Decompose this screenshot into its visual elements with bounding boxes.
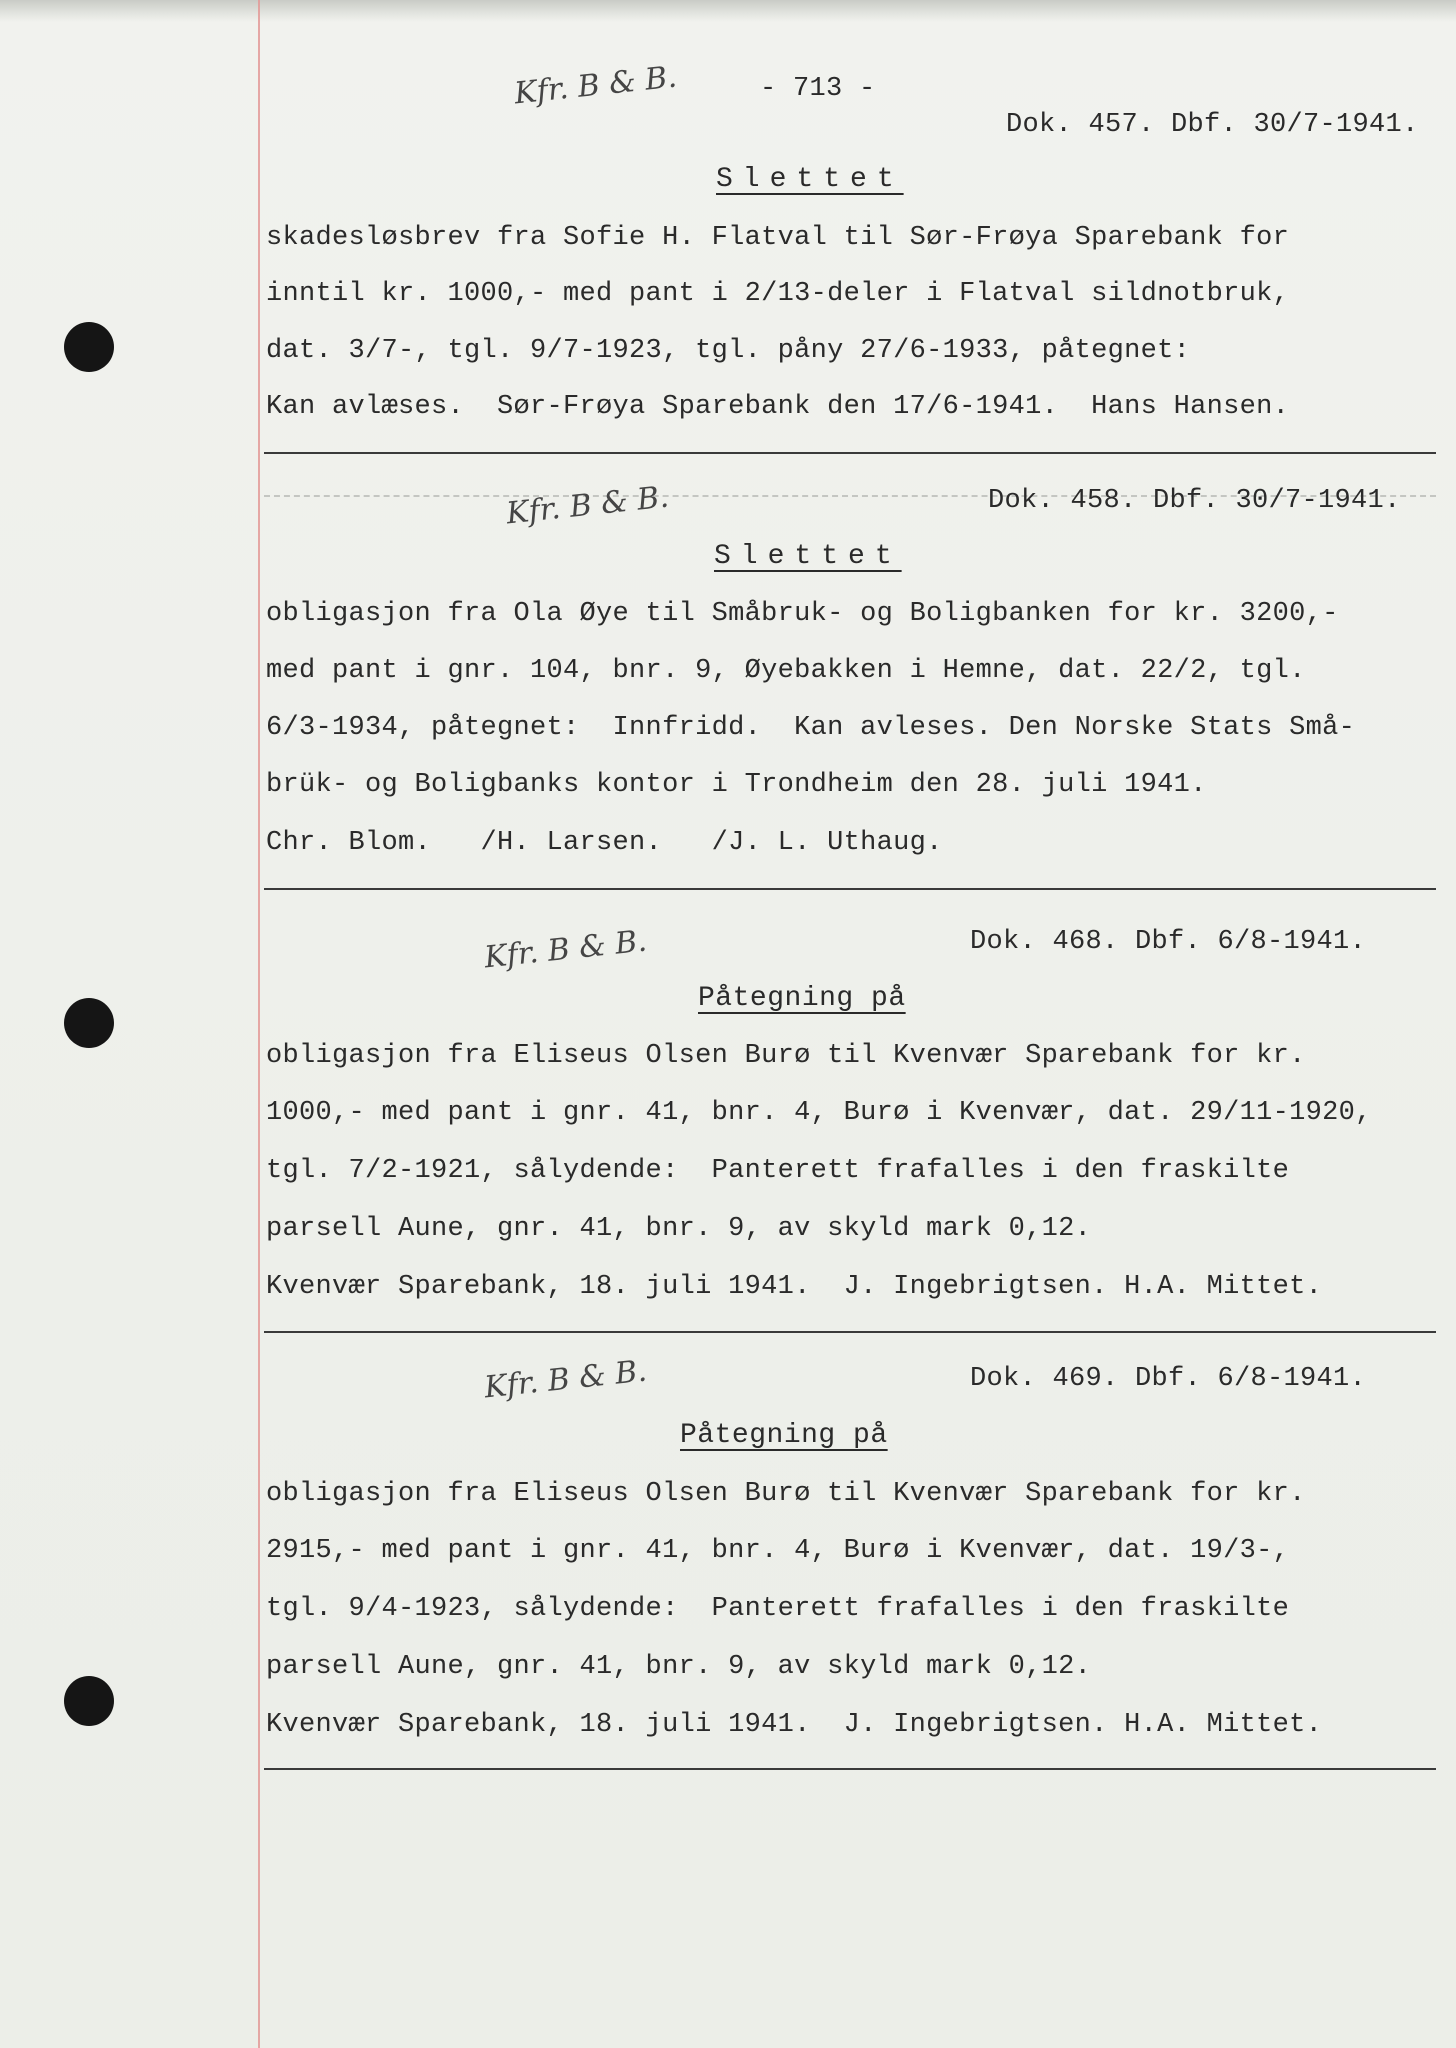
handwritten-annotation: Kfr. B & B. xyxy=(512,59,679,112)
punch-hole xyxy=(64,1676,114,1726)
entry-line: parsell Aune, gnr. 41, bnr. 9, av skyld mark 0,12. xyxy=(266,1652,1092,1682)
margin-line xyxy=(258,0,260,2048)
doc-reference: Dok. 468. Dbf. 6/8-1941. xyxy=(970,927,1367,957)
doc-reference: Dok. 469. Dbf. 6/8-1941. xyxy=(970,1364,1367,1394)
entry-line: brük- og Boligbanks kontor i Trondheim den 28. juli 1941. xyxy=(266,770,1207,800)
entry-title: Påtegning på xyxy=(698,983,906,1014)
section-divider xyxy=(264,452,1436,454)
handwritten-annotation: Kfr. B & B. xyxy=(504,479,671,532)
punch-hole xyxy=(64,322,114,372)
entry-line: inntil kr. 1000,- med pant i 2/13-deler i Flatval sildnotbruk, xyxy=(266,279,1290,309)
entry-line: parsell Aune, gnr. 41, bnr. 9, av skyld mark 0,12. xyxy=(266,1214,1092,1244)
entry-line: dat. 3/7-, tgl. 9/7-1923, tgl. påny 27/6-1933, påtegnet: xyxy=(266,336,1191,366)
entry-line: med pant i gnr. 104, bnr. 9, Øyebakken i Hemne, dat. 22/2, tgl. xyxy=(266,656,1306,686)
entry-line: obligasjon fra Eliseus Olsen Burø til Kvenvær Sparebank for kr. xyxy=(266,1479,1306,1509)
handwritten-annotation: Kfr. B & B. xyxy=(482,1353,649,1406)
entry-title: Påtegning på xyxy=(680,1420,888,1451)
entry-line: 1000,- med pant i gnr. 41, bnr. 4, Burø i Kvenvær, dat. 29/11-1920, xyxy=(266,1098,1372,1128)
entry-line: Kvenvær Sparebank, 18. juli 1941. J. Ingebrigtsen. H.A. Mittet. xyxy=(266,1710,1323,1740)
entry-line: obligasjon fra Ola Øye til Småbruk- og Boligbanken for kr. 3200,- xyxy=(266,599,1339,629)
section-divider xyxy=(264,1768,1436,1770)
page-number: - 713 - xyxy=(760,74,876,104)
entry-title: Slettet xyxy=(714,541,902,572)
entry-line: skadesløsbrev fra Sofie H. Flatval til Sør-Frøya Sparebank for xyxy=(266,223,1290,253)
page-top-edge xyxy=(0,0,1456,22)
entry-line: obligasjon fra Eliseus Olsen Burø til Kvenvær Sparebank for kr. xyxy=(266,1041,1306,1071)
entry-line: tgl. 7/2-1921, sålydende: Panterett frafalles i den fraskilte xyxy=(266,1156,1290,1186)
doc-reference: Dok. 457. Dbf. 30/7-1941. xyxy=(1006,110,1419,140)
entry-line: Kvenvær Sparebank, 18. juli 1941. J. Ingebrigtsen. H.A. Mittet. xyxy=(266,1272,1323,1302)
doc-reference: Dok. 458. Dbf. 30/7-1941. xyxy=(988,486,1401,516)
entry-title: Slettet xyxy=(716,164,904,195)
handwritten-annotation: Kfr. B & B. xyxy=(482,923,649,976)
entry-line: Chr. Blom. /H. Larsen. /J. L. Uthaug. xyxy=(266,828,943,858)
entry-line: tgl. 9/4-1923, sålydende: Panterett frafalles i den fraskilte xyxy=(266,1594,1290,1624)
entry-line: 6/3-1934, påtegnet: Innfridd. Kan avleses. Den Norske Stats Små- xyxy=(266,713,1356,743)
entry-line: Kan avlæses. Sør-Frøya Sparebank den 17/6-1941. Hans Hansen. xyxy=(266,392,1290,422)
punch-hole xyxy=(64,998,114,1048)
section-divider xyxy=(264,1331,1436,1333)
entry-line: 2915,- med pant i gnr. 41, bnr. 4, Burø i Kvenvær, dat. 19/3-, xyxy=(266,1536,1290,1566)
section-divider xyxy=(264,888,1436,890)
